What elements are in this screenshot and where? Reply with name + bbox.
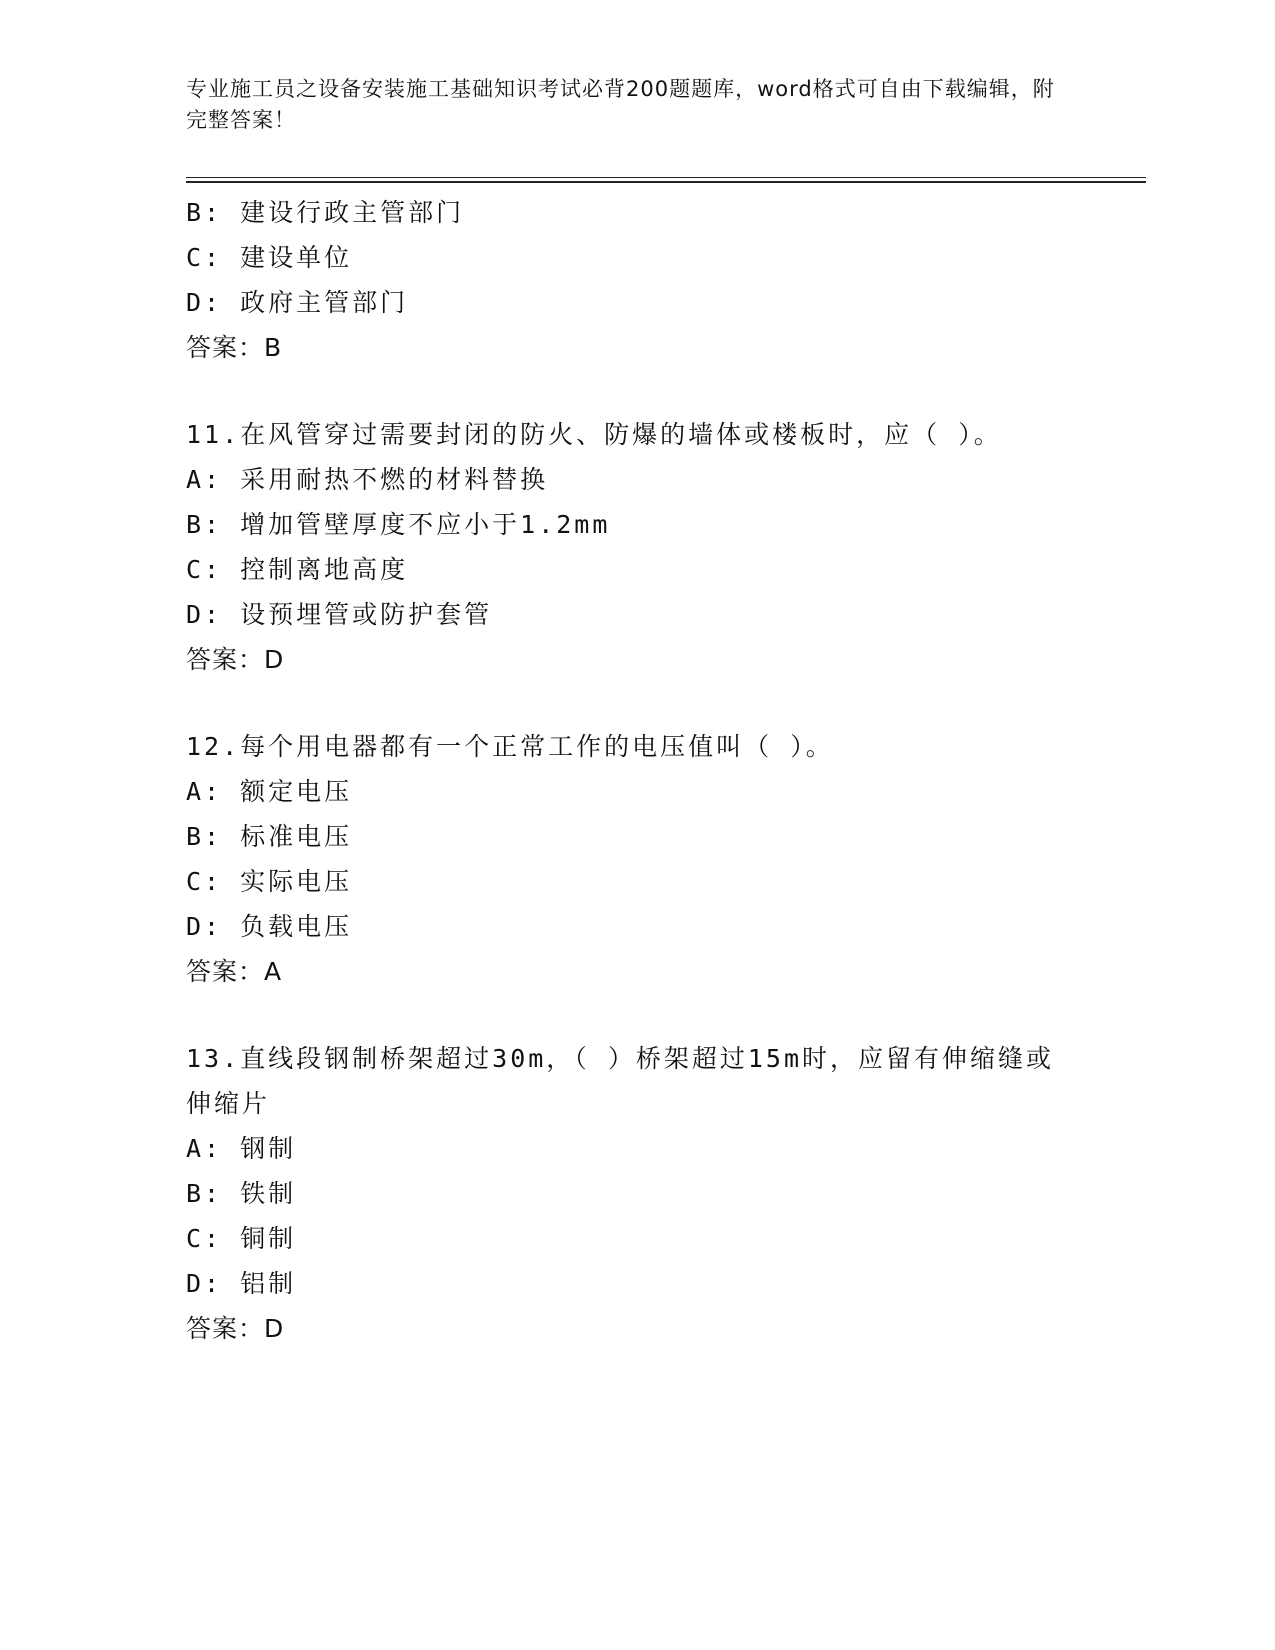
question-list — [186, 190, 1086, 1351]
header-rule-thick — [186, 181, 1146, 183]
option-c: C: 控制离地高度 — [186, 555, 409, 584]
spacer — [186, 370, 1086, 412]
answer-line: 答案：B — [186, 333, 283, 362]
option-d: D: 设预埋管或防护套管 — [186, 600, 493, 629]
option-c: C: 实际电压 — [186, 867, 353, 896]
question-text: 13.直线段钢制桥架超过30m，（ ）桥架超过15m时，应留有伸缩缝或伸缩片 — [186, 1044, 1055, 1118]
document-header: 专业施工员之设备安装施工基础知识考试必背200题题库，word格式可自由下载编辑，附完整答案！ — [186, 77, 1055, 132]
option-d: D: 铝制 — [186, 1269, 297, 1298]
question-10-tail — [186, 190, 1086, 370]
option-d: D: 政府主管部门 — [186, 288, 409, 317]
option-c: C: 铜制 — [186, 1224, 297, 1253]
option-a: A: 采用耐热不燃的材料替换 — [186, 465, 549, 494]
spacer — [186, 682, 1086, 724]
option-d: D: 负载电压 — [186, 912, 353, 941]
spacer — [186, 994, 1086, 1036]
question-text: 11.在风管穿过需要封闭的防火、防爆的墙体或楼板时，应（ ）。 — [186, 420, 1002, 449]
question-text: 12.每个用电器都有一个正常工作的电压值叫（ ）。 — [186, 732, 834, 761]
answer-line: 答案：A — [186, 957, 283, 986]
option-c: C: 建设单位 — [186, 243, 353, 272]
question-13 — [186, 1036, 1086, 1351]
option-b: B: 标准电压 — [186, 822, 353, 851]
option-a: A: 钢制 — [186, 1134, 297, 1163]
option-b: B: 增加管壁厚度不应小于1.2mm — [186, 510, 611, 539]
header-rule-thin — [186, 177, 1146, 178]
option-b: B: 建设行政主管部门 — [186, 198, 465, 227]
question-12 — [186, 724, 1086, 994]
option-b: B: 铁制 — [186, 1179, 297, 1208]
option-a: A: 额定电压 — [186, 777, 353, 806]
question-11 — [186, 412, 1086, 682]
answer-line: 答案：D — [186, 1314, 285, 1343]
answer-line: 答案：D — [186, 645, 285, 674]
